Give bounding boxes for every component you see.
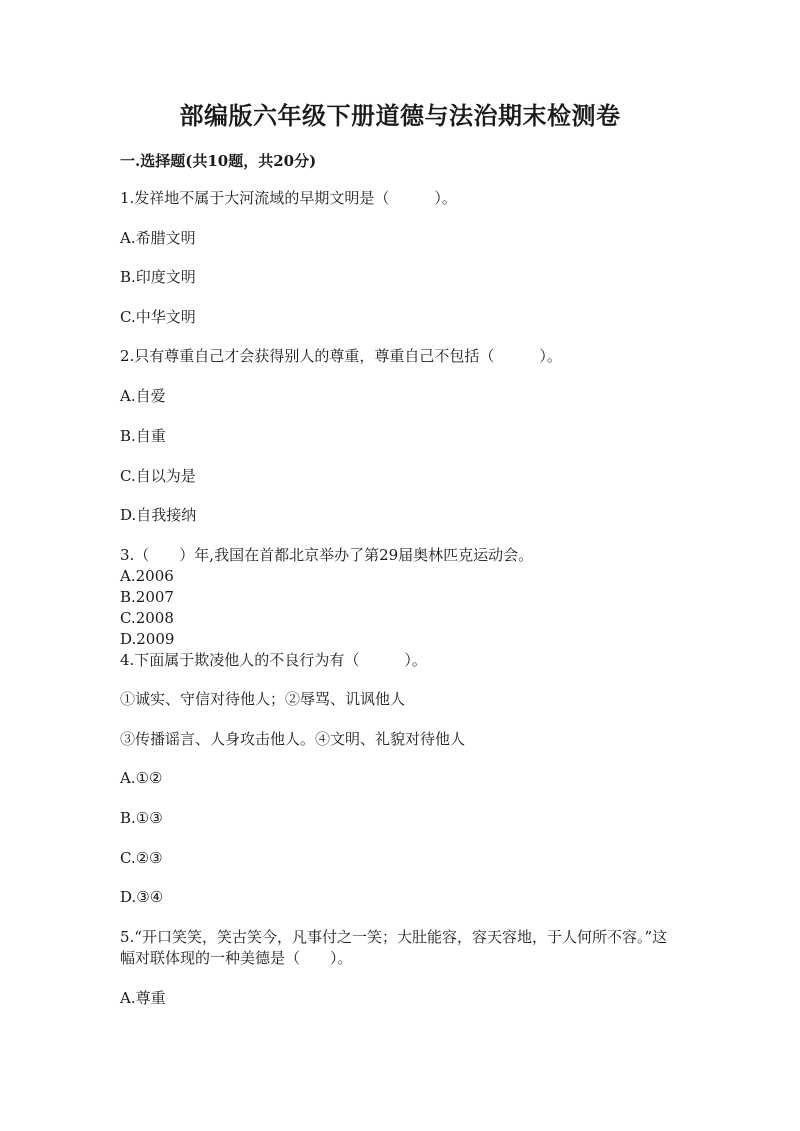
question-5-stem: 5.“开口笑笑，笑古笑今，凡事付之一笑；大肚能容，容天容地，于人何所不容。”这幅对联体现的一种美德是（ ）。 bbox=[120, 928, 668, 967]
question-2-option-a: A.自爱 bbox=[120, 387, 166, 405]
question-1-option-b: B.印度文明 bbox=[120, 268, 196, 286]
question-2-option-d: D.自我接纳 bbox=[120, 506, 197, 524]
question-1-stem: 1.发祥地不属于大河流域的早期文明是（ ）。 bbox=[120, 189, 457, 207]
question-4-stem: 4.下面属于欺凌他人的不良行为有（ ）。 bbox=[120, 651, 427, 669]
question-4-option-b: B.①③ bbox=[120, 809, 163, 827]
question-3-option-b: B.2007 bbox=[120, 588, 174, 606]
page-title: 部编版六年级下册道德与法治期末检测卷 bbox=[179, 101, 621, 130]
question-3-option-d: D.2009 bbox=[120, 630, 175, 648]
question-5-option-a: A.尊重 bbox=[120, 989, 166, 1007]
question-4-statement-2: ③传播谣言、人身攻击他人。④文明、礼貌对待他人 bbox=[120, 730, 466, 748]
question-3-option-c: C.2008 bbox=[120, 609, 174, 627]
question-3-stem: 3.（ ）年,我国在首都北京举办了第29届奥林匹克运动会。 bbox=[120, 546, 534, 564]
question-4-option-a: A.①② bbox=[120, 769, 163, 787]
section-heading: 一.选择题(共10题，共20分) bbox=[120, 152, 317, 170]
question-3-option-a: A.2006 bbox=[120, 567, 174, 585]
question-2-option-b: B.自重 bbox=[120, 427, 166, 445]
question-4-option-d: D.③④ bbox=[120, 888, 164, 906]
question-2-option-c: C.自以为是 bbox=[120, 467, 196, 485]
question-1-option-a: A.希腊文明 bbox=[120, 229, 196, 247]
question-1-option-c: C.中华文明 bbox=[120, 308, 196, 326]
question-4-option-c: C.②③ bbox=[120, 849, 163, 867]
question-2-stem: 2.只有尊重自己才会获得别人的尊重，尊重自己不包括（ ）。 bbox=[120, 347, 562, 365]
question-4-statement-1: ①诚实、守信对待他人；②辱骂、讥讽他人 bbox=[120, 690, 406, 708]
